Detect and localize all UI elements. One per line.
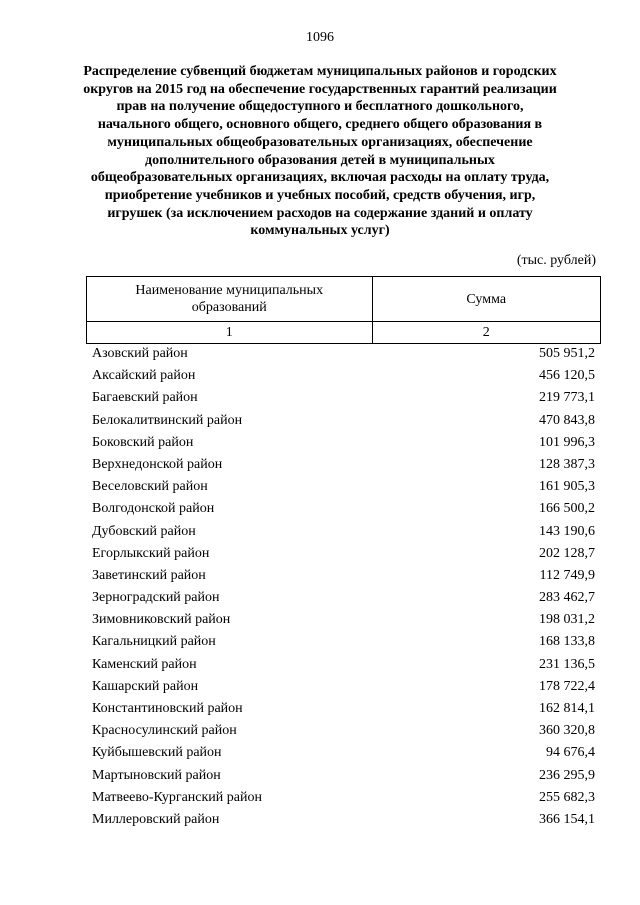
district-name: Боковский район [92,434,194,450]
table-row [92,454,595,476]
table-row [92,742,595,764]
title-line: округов на 2015 год на обеспечение государственных гарантий реализации [83,81,557,97]
district-amount: 198 031,2 [539,612,595,628]
district-amount: 231 136,5 [539,656,595,672]
district-name: Белокалитвинский район [92,412,243,428]
district-name: Верхнедонской район [92,456,223,472]
table-row [92,698,595,720]
table-row [92,565,595,587]
header-name-cell [87,277,373,322]
table-row [92,343,595,365]
table-row [92,387,595,409]
title-line: общеобразовательных организациях, включая расходы на оплату труда, [90,170,550,186]
district-name: Каменский район [92,656,197,672]
table-row [92,787,595,809]
title-line: приобретение учебников и учебных пособий, средств обучения, игр, [104,187,536,203]
title-line: игрушек (за исключением расходов на содержание зданий и оплату [107,205,533,221]
district-amount: 112 749,9 [539,567,595,583]
title-line: Распределение субвенций бюджетам муниципальных районов и городских [83,64,557,79]
header-name-line: образований [191,300,267,315]
page-number: 1096 [306,30,334,45]
table-row [92,521,595,543]
document-title [70,63,570,240]
district-amount: 94 676,4 [546,745,595,761]
table-header [86,276,601,344]
district-name: Мартыновский район [92,767,221,783]
district-name: Азовский район [92,346,188,361]
district-amount: 161 905,3 [539,479,595,495]
data-rows [92,343,595,831]
district-amount: 236 295,9 [539,767,595,783]
district-name: Миллеровский район [92,811,220,827]
district-name: Кагальницкий район [92,634,216,650]
column-number-2: 2 [372,322,601,344]
district-name: Матвеево-Курганский район [92,789,262,805]
district-name: Волгодонской район [92,501,215,517]
title-line: коммунальных услуг) [250,223,390,239]
district-amount: 283 462,7 [539,590,595,606]
district-amount: 366 154,1 [539,811,595,827]
district-amount: 166 500,2 [539,501,595,517]
district-amount: 505 951,2 [539,346,595,361]
district-name: Веселовский район [92,479,208,495]
district-name: Зимовниковский район [92,612,231,628]
table-row [92,676,595,698]
table-row [92,809,595,831]
district-name: Кашарский район [92,678,199,694]
district-amount: 101 996,3 [539,434,595,450]
table-row [92,410,595,432]
district-name: Дубовский район [92,523,196,539]
table-row [92,543,595,565]
table-row [92,654,595,676]
title-line: начального общего, основного общего, среднего общего образования в [97,117,543,133]
district-name: Куйбышевский район [92,745,222,761]
district-amount: 143 190,6 [539,523,595,539]
district-name: Заветинский район [92,567,206,583]
district-amount: 162 814,1 [539,701,595,716]
title-line: муниципальных общеобразовательных организациях, обеспечение [107,134,533,150]
district-amount: 360 320,8 [539,723,595,739]
header-name-line: Наименование муниципальных [135,283,324,298]
district-amount: 255 682,3 [539,789,595,805]
table-header-row [87,277,601,322]
table-row [92,631,595,653]
district-amount: 168 133,8 [539,634,595,650]
district-amount: 128 387,3 [539,456,595,472]
district-name: Егорлыкский район [92,545,210,561]
units-label: (тыс. рублей) [516,253,596,268]
district-name: Багаевский район [92,390,198,406]
title-line: дополнительного образования детей в муниципальных [145,152,495,168]
table-row [92,720,595,742]
district-name: Константиновский район [92,701,243,716]
table-row [92,365,595,387]
district-name: Зерноградский район [92,590,220,606]
district-amount: 456 120,5 [539,368,595,384]
table-row [92,609,595,631]
table-row [92,587,595,609]
district-amount: 470 843,8 [539,412,595,428]
header-sum-cell: Сумма [372,277,601,322]
table-row [92,476,595,498]
title-line: прав на получение общедоступного и бесплатного дошкольного, [116,99,524,115]
district-amount: 178 722,4 [539,678,595,694]
district-name: Аксайский район [92,368,196,384]
table-row [92,432,595,454]
district-name: Красносулинский район [92,723,237,739]
district-amount: 202 128,7 [539,545,595,561]
table-row [92,765,595,787]
column-number-1: 1 [87,322,373,344]
district-amount: 219 773,1 [539,390,595,406]
table-row [92,498,595,520]
column-number-row [87,322,601,344]
